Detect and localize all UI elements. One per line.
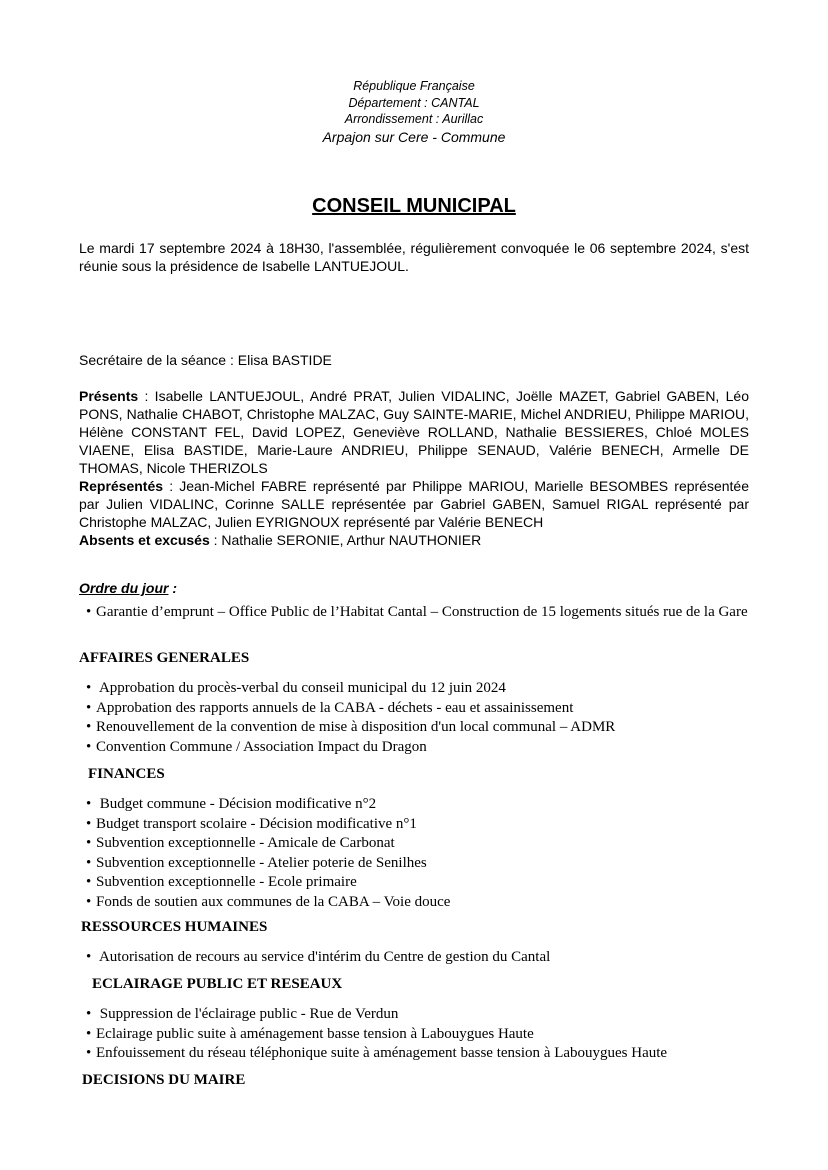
bullet-icon: •	[86, 604, 92, 620]
bullet-icon: •	[86, 738, 92, 755]
list-item: • Suppression de l'éclairage public - Rue de Verdun	[86, 1005, 758, 1025]
absents-label: Absents et excusés	[79, 532, 210, 548]
representes-text: : Jean-Michel FABRE représenté par Philippe MARIOU, Marielle BESOMBES représentée par Julien VIDALINC, Corinne SALLE représentée par Gabriel GABEN, Samuel RIGAL représenté par Christophe MALZAC, Julien EYRIGNOUX représenté par Valérie BENECH	[79, 478, 749, 530]
bullet-icon: •	[86, 835, 92, 851]
ordre-du-jour-label: Ordre du jour	[79, 580, 169, 596]
representes-paragraph	[79, 477, 749, 531]
intro-paragraph: Le mardi 17 septembre 2024 à 18H30, l'assemblée, régulièrement convoquée le 06 septembre 2024, s'est réunie sous la présidence de Isabelle LANTUEJOUL.	[79, 240, 749, 274]
section-decisions-du-maire: DECISIONS DU MAIRE	[82, 1072, 246, 1088]
section-finances: FINANCES	[88, 766, 165, 782]
ordre-du-jour-suffix: :	[168, 580, 178, 596]
list-item: • Approbation du procès-verbal du conseil municipal du 12 juin 2024	[86, 679, 758, 699]
bullet-icon: •	[86, 796, 92, 812]
list-item: • Subvention exceptionnelle - Ecole primaire	[86, 873, 758, 893]
section-eclairage-public: ECLAIRAGE PUBLIC ET RESEAUX	[92, 976, 343, 992]
list-item: • Garantie d’emprunt – Office Public de l’Habitat Cantal – Construction de 15 logements situés rue de la Gare	[86, 603, 758, 623]
bullet-icon: •	[86, 1006, 92, 1022]
list-item: • Subvention exceptionnelle - Amicale de Carbonat	[86, 834, 758, 854]
bullet-icon: •	[86, 699, 92, 716]
bullet-icon: •	[86, 815, 92, 832]
list-item: • Approbation des rapports annuels de la CABA - déchets - eau et assainissement	[86, 699, 758, 719]
attendance-block	[79, 387, 749, 549]
bullet-icon: •	[86, 893, 92, 910]
ordre-du-jour-heading	[79, 580, 177, 596]
page-title: CONSEIL MUNICIPAL	[312, 195, 516, 217]
bullet-icon: •	[86, 1025, 92, 1042]
section-ressources-humaines: RESSOURCES HUMAINES	[81, 919, 268, 935]
header-arrondissement: Arrondissement : Aurillac	[344, 112, 484, 126]
absents-text: : Nathalie SERONIE, Arthur NAUTHONIER	[209, 532, 482, 548]
representes-label: Représentés	[79, 478, 164, 494]
section-affaires-generales: AFFAIRES GENERALES	[79, 650, 250, 666]
list-item: • Fonds de soutien aux communes de la CABA – Voie douce	[86, 893, 758, 913]
ordre-items-list	[86, 603, 758, 623]
secretaire-line: Secrétaire de la séance : Elisa BASTIDE	[79, 352, 332, 368]
header-commune: Arpajon sur Cere - Commune	[322, 128, 506, 145]
finances-list	[86, 795, 758, 912]
bullet-icon: •	[86, 949, 92, 965]
header-republique: République Française	[353, 79, 475, 93]
bullet-icon: •	[86, 680, 92, 696]
absents-paragraph	[79, 531, 749, 549]
list-item: • Renouvellement de la convention de mise à disposition d'un local communal – ADMR	[86, 718, 758, 738]
affaires-list	[86, 679, 758, 757]
list-item: • Eclairage public suite à aménagement basse tension à Labouygues Haute	[86, 1025, 758, 1045]
bullet-icon: •	[86, 874, 92, 890]
list-item: • Budget commune - Décision modificative n°2	[86, 795, 758, 815]
list-item: • Enfouissement du réseau téléphonique suite à aménagement basse tension à Labouygues Haute	[86, 1044, 758, 1064]
rh-list	[86, 948, 758, 968]
list-item: • Autorisation de recours au service d'intérim du Centre de gestion du Cantal	[86, 948, 758, 968]
bullet-icon: •	[86, 719, 92, 735]
list-item: • Convention Commune / Association Impact du Dragon	[86, 738, 758, 758]
header-departement: Département : CANTAL	[348, 95, 480, 110]
bullet-icon: •	[86, 854, 92, 871]
presents-label: Présents	[79, 388, 139, 404]
presents-paragraph	[79, 387, 749, 477]
bullet-icon: •	[86, 1045, 92, 1061]
eclairage-list	[86, 1005, 758, 1064]
document-header	[0, 78, 828, 147]
presents-text: : Isabelle LANTUEJOUL, André PRAT, Julien VIDALINC, Joëlle MAZET, Gabriel GABEN, Léo PONS, Nathalie CHABOT, Christophe MALZAC, Guy SAINTE-MARIE, Michel ANDRIEU, Philippe MARIOU, Hélène CONSTANT FEL, David LOPEZ, Geneviève ROLLAND, Nathalie BESSIERES, Chloé MOLES VIAENE, Elisa BASTIDE, Marie-Laure ANDRIEU, Philippe SENAUD, Valérie BENECH, Armelle DE THOMAS, Nicole THERIZOLS	[79, 388, 749, 476]
list-item: • Subvention exceptionnelle - Atelier poterie de Senilhes	[86, 854, 758, 874]
list-item: • Budget transport scolaire - Décision modificative n°1	[86, 815, 758, 835]
